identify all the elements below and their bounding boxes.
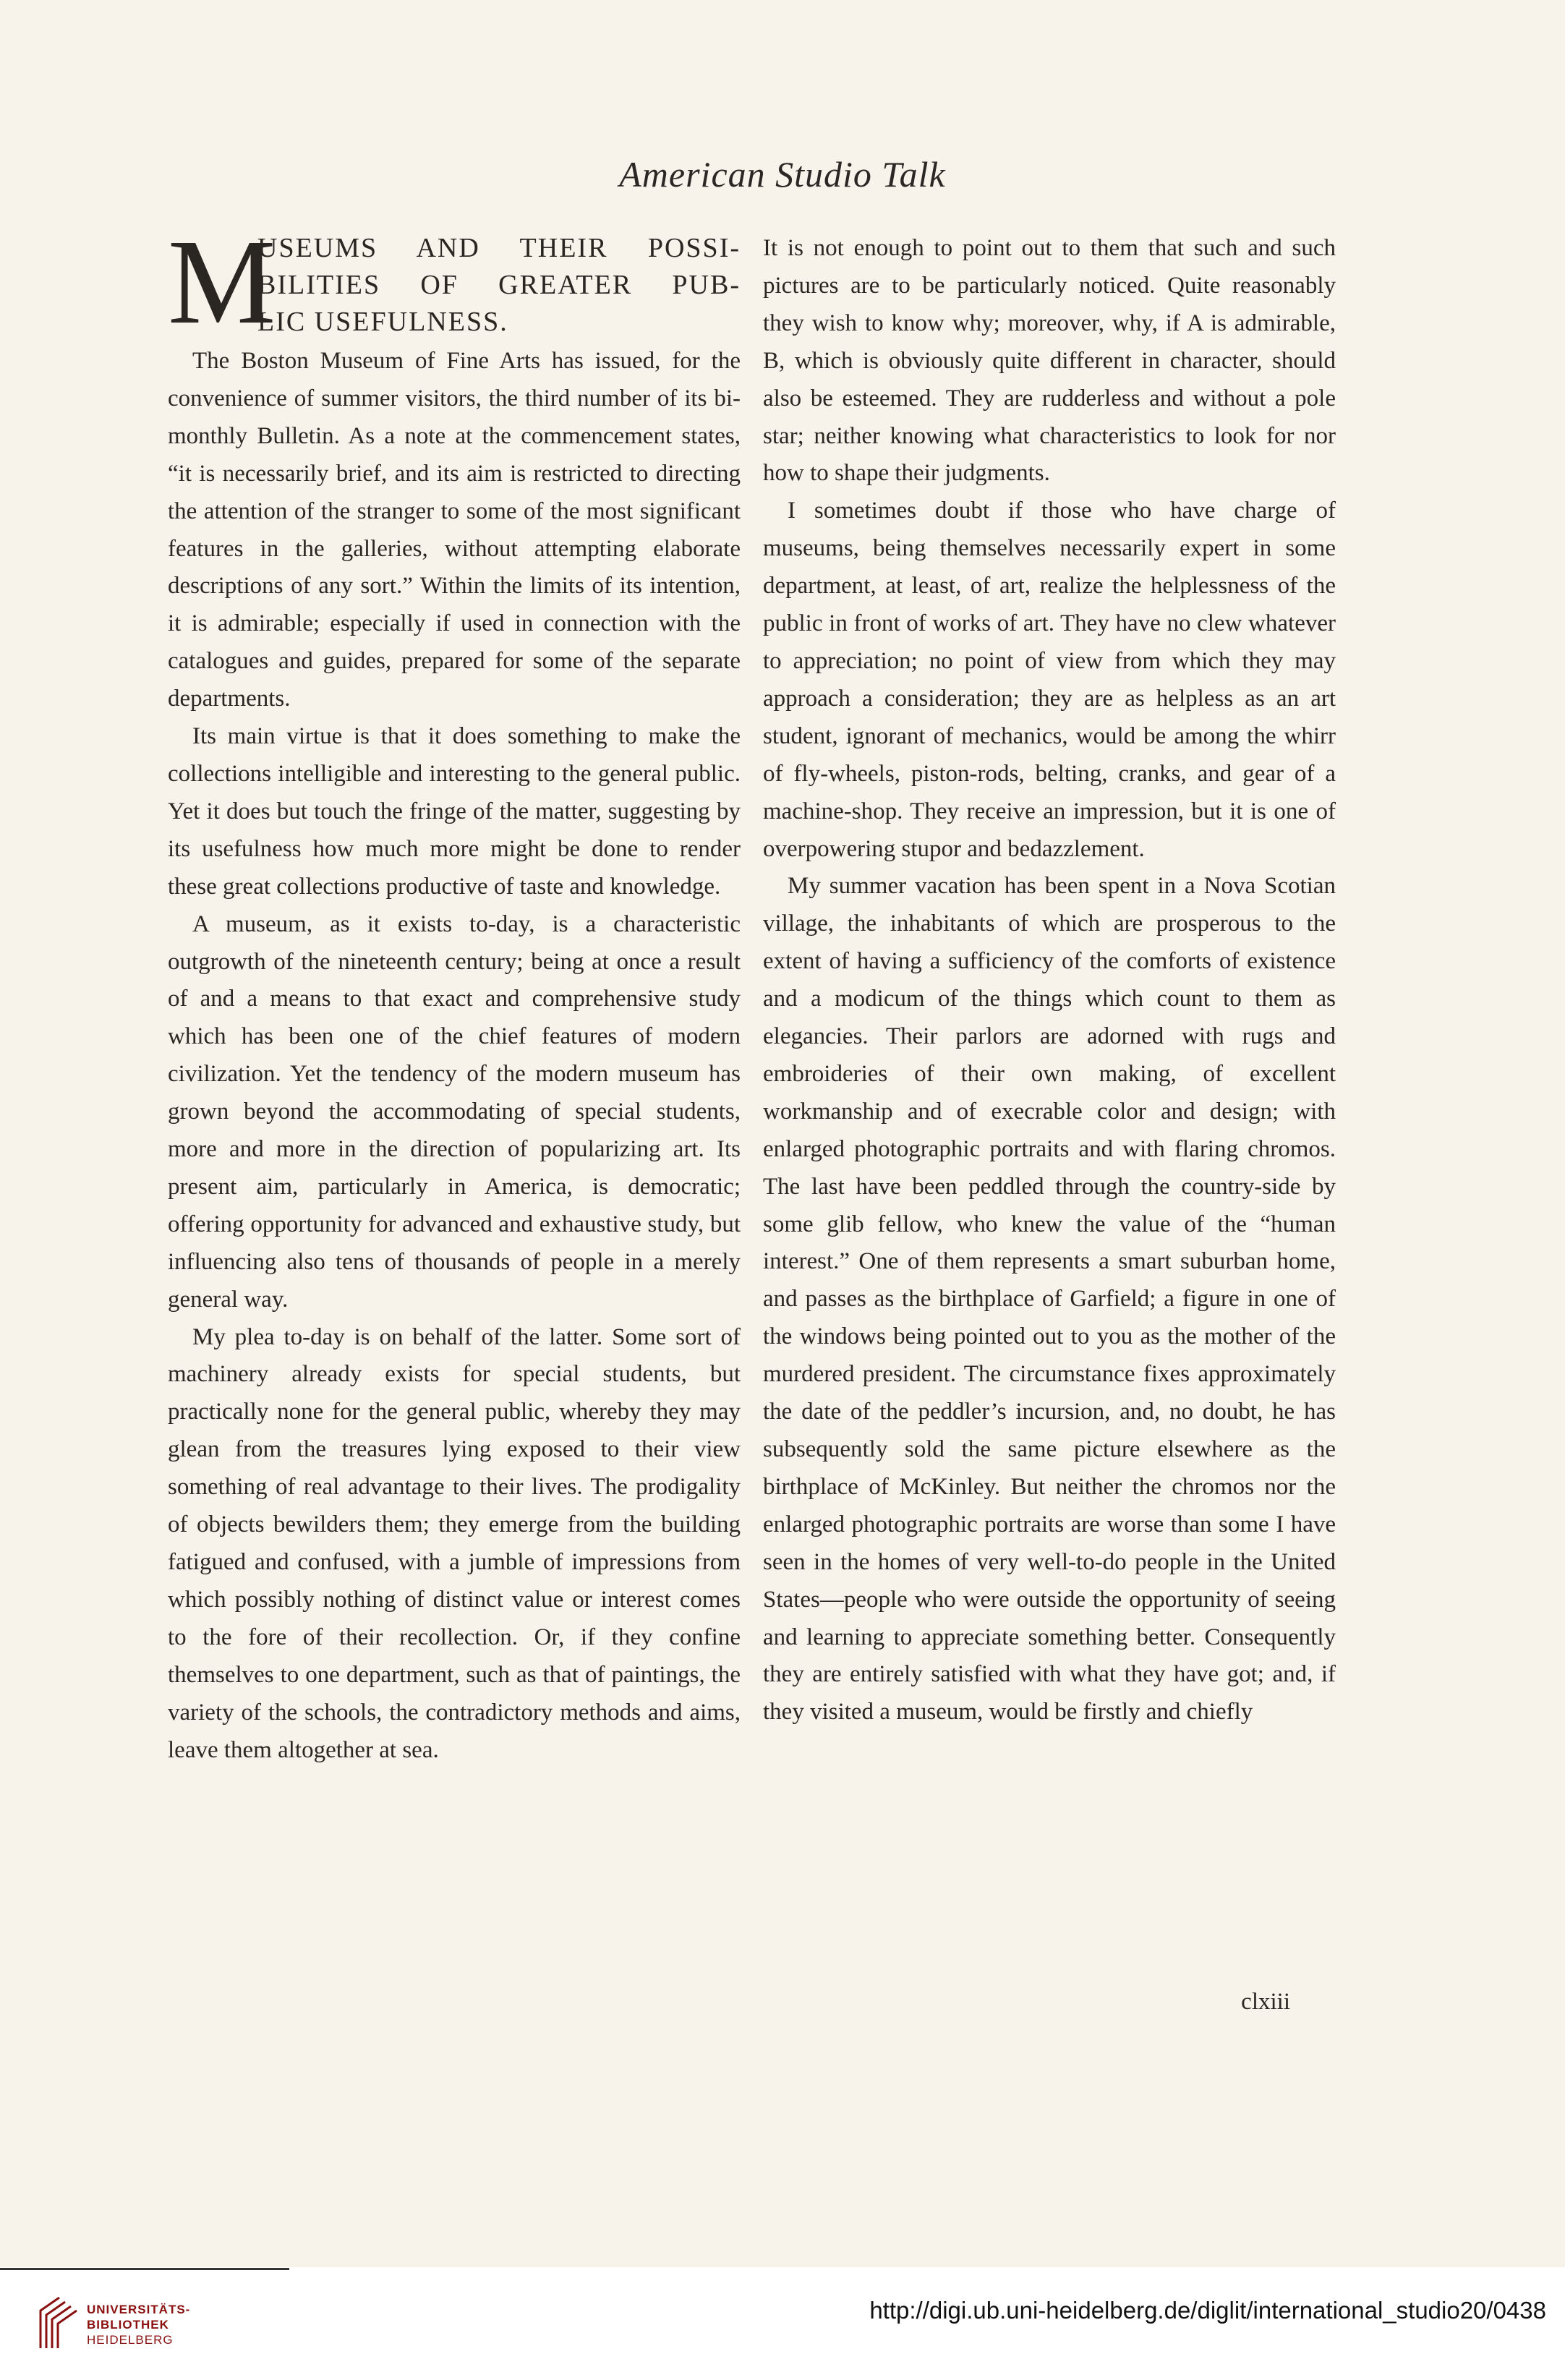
running-head: American Studio Talk bbox=[619, 154, 946, 195]
article-heading bbox=[168, 215, 741, 349]
footer-divider bbox=[0, 2268, 289, 2270]
library-logo-icon bbox=[35, 2295, 78, 2351]
library-name-line-1: UNIVERSITÄTS- bbox=[87, 2303, 191, 2316]
heading-line-3: LIC USEFULNESS. bbox=[257, 307, 508, 337]
library-name bbox=[87, 2302, 190, 2347]
right-column bbox=[763, 230, 1336, 1731]
library-name-line-3: HEIDELBERG bbox=[87, 2333, 174, 2347]
drop-cap: M bbox=[168, 215, 276, 349]
left-column bbox=[168, 215, 741, 1769]
heading-line-2: BILITIES OF GREATER PUB- bbox=[257, 270, 741, 300]
library-name-line-2: BIBLIOTHEK bbox=[87, 2318, 169, 2332]
paragraph: Its main virtue is that it does something to make the collections intelligible and interesting to the general public. Yet it does but touch the fringe of the matter, suggesting by its usefulness how much more might be done to render these great collections productive of taste and knowledge. bbox=[168, 723, 741, 900]
heading-line-1: USEUMS AND THEIR POSSI- bbox=[257, 233, 741, 263]
source-url-link[interactable]: http://digi.ub.uni-heidelberg.de/diglit/international_studio20/0438 bbox=[869, 2297, 1546, 2324]
paragraph: My plea to-day is on behalf of the latter. Some sort of machinery already exists for special students, but practically none for the general public, whereby they may glean from the treasures lying exposed to their view something of real advantage to their lives. The prodigality of objects bewilders them; they emerge from the building fatigued and confused, with a jumble of impressions from which possibly nothing of distinct value or interest comes to the fore of their recollection. Or, if they confine themselves to one department, such as that of paintings, the variety of the schools, the contradictory methods and aims, leave them altogether at sea. bbox=[168, 1323, 741, 1763]
paragraph: A museum, as it exists to-day, is a characteristic outgrowth of the nineteenth century; being at once a result of and a means to that exact and comprehensive study which has been one of the chief features of modern civilization. Yet the tendency of the modern museum has grown beyond the accommodating of special students, more and more in the direction of popularizing art. Its present aim, particularly in America, is democratic; offering opportunity for advanced and exhaustive study, but influencing also tens of thousands of people in a merely general way. bbox=[168, 910, 741, 1313]
paragraph: It is not enough to point out to them that such and such pictures are to be particularly noticed. Quite reasonably they wish to know why; moreover, why, if A is admirable, B, which is obviously quite different in character, should also be esteemed. They are rudderless and without a pole star; neither knowing what characteristics to look for nor how to shape their judgments. bbox=[763, 235, 1336, 487]
paragraph: I sometimes doubt if those who have charge of museums, being themselves necessarily expert in some department, at least, of art, realize the helplessness of the public in front of works of art. They have no clew whatever to appreciation; no point of view from which they may approach a consideration; they are as helpless as an art student, ignorant of mechanics, would be among the whirr of fly-wheels, piston-rods, belting, cranks, and gear of a machine-shop. They receive an impression, but it is one of overpowering stupor and bedazzlement. bbox=[763, 498, 1336, 862]
paragraph: My summer vacation has been spent in a Nova Scotian village, the inhabitants of which are prosperous to the extent of having a sufficiency of the comforts of existence and a modicum of the things which count to them as elegancies. Their parlors are adorned with rugs and embroideries of their own making, of excellent workmanship and of execrable color and design; with enlarged photographic portraits and with flaring chromos. The last have been peddled through the country-side by some glib fellow, who knew the value of the “human interest.” One of them represents a smart suburban home, and passes as the birthplace of Garfield; a figure in one of the windows being pointed out to you as the mother of the murdered president. The circumstance fixes approximately the date of the peddler’s incursion, and, no doubt, he has subsequently sold the same picture elsewhere as the birthplace of McKinley. But neither the chromos nor the enlarged photographic portraits are worse than some I have seen in the homes of very well-to-do people in the United States—people who were outside the opportunity of seeing and learning to appreciate something better. Consequently they are entirely satisfied with what they have got; and, if they visited a museum, would be firstly and chiefly bbox=[763, 873, 1336, 1726]
paragraph: The Boston Museum of Fine Arts has issued, for the convenience of summer visitors, the third number of its bi-monthly Bulletin. As a note at the commencement states, “it is necessarily brief, and its aim is restricted to directing the attention of the stranger to some of the most significant features in the galleries, without attempting elaborate descriptions of any sort.” Within the limits of its intention, it is admirable; especially if used in connection with the catalogues and guides, prepared for some of the separate departments. bbox=[168, 348, 741, 712]
page-number: clxiii bbox=[1241, 1989, 1290, 2015]
